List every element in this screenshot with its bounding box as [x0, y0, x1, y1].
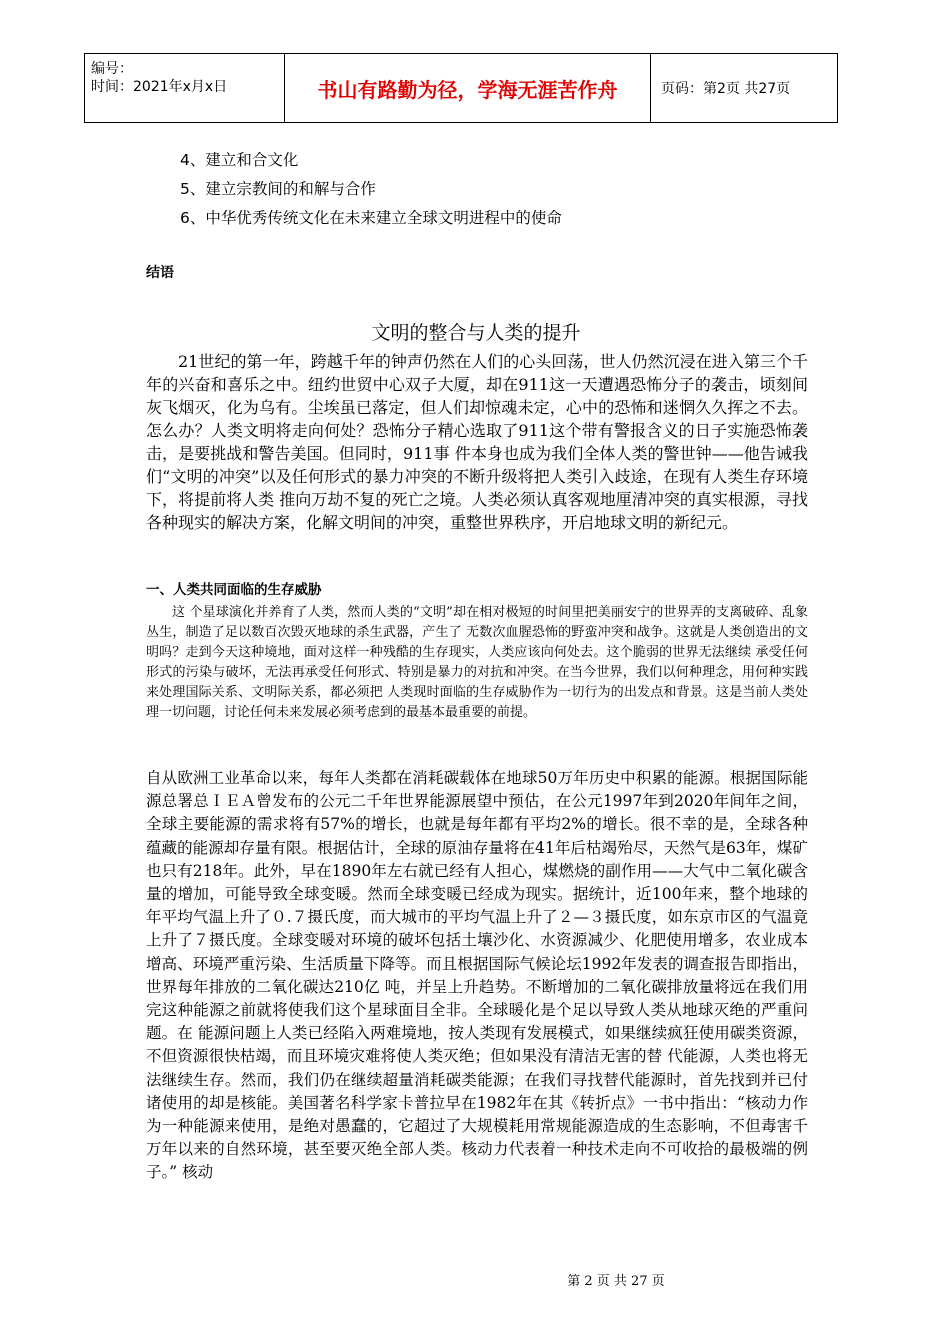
header-page-code: 页码：第2页 共27页 [661, 81, 791, 97]
toc-item: 4、建立和合文化 [180, 151, 299, 169]
intro-paragraph: 21世纪的第一年，跨越千年的钟声仍然在人们的心头回荡，世人仍然沉浸在进入第三个千年的兴奋和喜乐之中。纽约世贸中心双子大厦，却在911这一天遭遇恐怖分子的袭击，顷刻间灰飞烟灭，化为乌有。尘埃虽已落定，但人们却惊魂未定，心中的恐怖和迷惘久久挥之不去。怎么办？人类文明将走向何处？恐怖分子精心选取了911这个带有警报含义的日子实施恐怖袭击，是要挑战和警告美国。但同时，911事 件本身也成为我们全体人类的警世钟——他告诫我们“文明的冲突”以及任何形式的暴力冲突的不断升级将把人类引入歧途，在现有人类生存环境下，将提前将人类 推向万劫不复的死亡之境。人类必须认真客观地厘清冲突的真实根源，寻找各种现实的解决方案，化解文明间的冲突，重整世界秩序，开启地球文明的新纪元。 [146, 352, 808, 532]
time-label: 时间：2021年x月x日 [91, 79, 228, 95]
energy-paragraph: 自从欧洲工业革命以来，每年人类都在消耗碳载体在地球50万年历史中积累的能源。根据国际能源总署总ＩＥＡ曾发布的公元二千年世界能源展望中预估，在公元1997年到2020年间年之间，全球主要能源的需求将有57%的增长，也就是每年都有平均2%的增长。很不幸的是，全球各种蕴藏的能源却存量有限。根据估计，全球的原油存量将在41年后枯竭殆尽，天然气是63年，煤矿也只有218年。此外，早在1890年左右就已经有人担心，煤燃烧的副作用——大气中二氧化碳含量的增加，可能导致全球变暖。然而全球变暖已经成为现实。据统计，近100年来，整个地球的年平均气温上升了０.７摄氏度，而大城市的平均气温上升了２—３摄氏度，如东京市区的气温竟上升了７摄氏度。全球变暖对环境的破坏包括土壤沙化、水资源减少、化肥使用增多，农业成本增高、环境严重污染、生活质量下降等。而且根据国际气候论坛1992年发表的调查报告即指出，世界每年排放的二氧化碳达210亿 吨，并呈上升趋势。不断增加的二氧化碳排放量将远在我们用完这种能源之前就将使我们这个星球面目全非。全球暖化是个足以导致人类从地球灭绝的严重问题。在 能源问题上人类已经陷入两难境地，按人类现有发展模式，如果继续疯狂使用碳类资源，不但资源很快枯竭，而且环境灾难将使人类灭绝；但如果没有清洁无害的替 代能源，人类也将无法继续生存。然而，我们仍在继续超量消耗碳类能源；在我们寻找替代能源时，首先找到并已付诸使用的却是核能。美国著名科学家卡普拉早在1982年在其《转折点》一书中指出：“核动力作为一种能源来使用，是绝对愚蠢的，它超过了大规模耗用常规能源造成的生态影响，不但毒害千万年以来的自然环境，甚至要灭绝全部人类。核动力代表着一种技术走向不可收拾的最极端的例子。” 核动 [146, 769, 808, 1182]
toc-list [180, 146, 562, 233]
section-paragraph: 这 个星球演化并养育了人类，然而人类的“文明”却在相对极短的时间里把美丽安宁的世界弄的支离破碎、乱象丛生，制造了足以数百次毁灭地球的杀生武器，产生了 无数次血腥恐怖的野蛮冲突和战争。这就是人类创造出的文明吗？走到今天这种境地，面对这样一种残酷的生存现实，人类应该向何处去。这个脆弱的世界无法继续 承受任何形式的污染与破坏，无法再承受任何形式、特别是暴力的对抗和冲突。在当今世界，我们以何种理念，用何种实践来处理国际关系、文明际关系，都必须把 人类现时面临的生存威胁作为一切行为的出发点和背景。这是当前人类处理一切问题，讨论任何未来发展必须考虑到的最基本最重要的前提。 [146, 605, 808, 720]
conclusion-heading: 结语 [146, 265, 174, 281]
page-header [84, 53, 838, 123]
toc-item: 6、中华优秀传统文化在未来建立全球文明进程中的使命 [180, 209, 562, 227]
page-footer: 第 2 页 共 27 页 [567, 1274, 665, 1289]
number-label: 编号： [91, 61, 133, 77]
article-title: 文明的整合与人类的提升 [371, 322, 581, 344]
section-heading: 一、人类共同面临的生存威胁 [146, 582, 322, 598]
header-motto: 书山有路勤为径，学海无涯苦作舟 [285, 54, 651, 122]
header-meta [85, 54, 285, 122]
toc-item: 5、建立宗教间的和解与合作 [180, 180, 376, 198]
